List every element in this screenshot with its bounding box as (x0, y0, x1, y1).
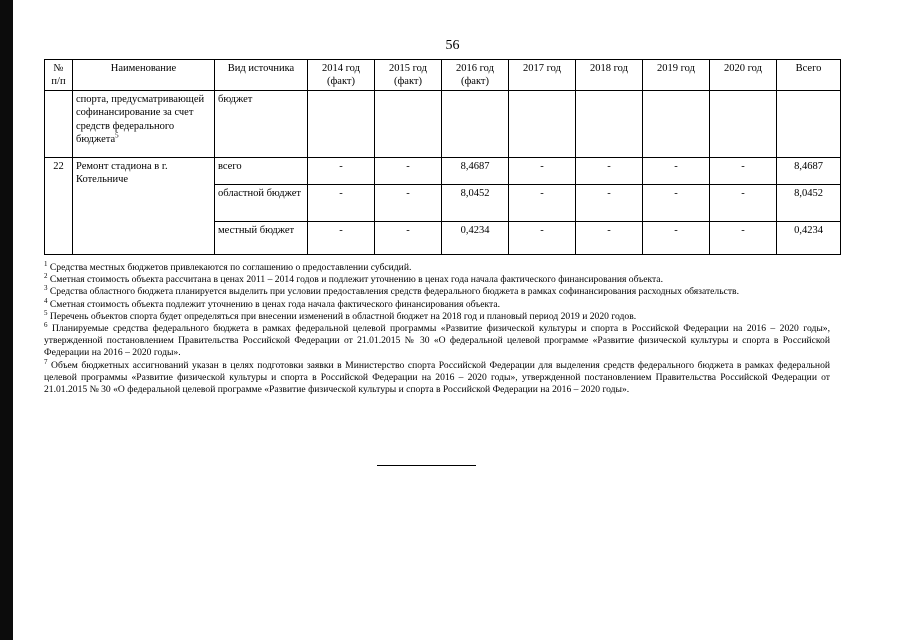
footnote-text: Сметная стоимость объекта рассчитана в ценах 2011 – 2014 годов и подлежит уточнению в ценах года начала фактического финансирования объекта. (49, 274, 663, 286)
footnote-text: Сметная стоимость объекта подлежит уточнению в ценах года начала фактического финансирования объекта. (49, 298, 500, 310)
cell-2017: - (509, 185, 576, 222)
cell-source: местный бюджет (215, 222, 308, 255)
cell-2014: - (308, 185, 375, 222)
table-row (45, 91, 841, 158)
footnote-ref: 5 (115, 131, 119, 140)
cell-2016: 8,4687 (442, 158, 509, 185)
page-number: 56 (445, 38, 460, 53)
cell-2019: - (643, 222, 710, 255)
header-2016: 2016 год (факт) (442, 60, 509, 91)
footnote-text: Объем бюджетных ассигнований указан в целях подготовки заявки в Министерство спорта Российской Федерации для выделения средств федерального бюджета в рамках федеральной целевой программы «Развитие физической культуры и спорта в Российской Федерации на 2016 – 2020 годы», утвержденной постановлением Правительства Российской Федерации от 21.01.2015 № 30 «О федеральной целевой программе «Развитие физической культуры и спорта в Российской Федерации на 2016 – 2020 годы». (44, 359, 830, 396)
cell-2020: - (710, 222, 777, 255)
cell-source: всего (215, 158, 308, 185)
footnote-7 (44, 357, 830, 397)
cell-name (73, 91, 215, 158)
cell-empty (777, 91, 841, 158)
header-source: Вид источника (215, 60, 308, 91)
footnote-text: Средства областного бюджета планируется выделить при условии предоставления средств федерального бюджета в рамках софинансирования расходных обязательств. (49, 286, 739, 298)
cell-2014: - (308, 158, 375, 185)
cell-2017: - (509, 158, 576, 185)
cell-2014: - (308, 222, 375, 255)
cell-2015: - (375, 222, 442, 255)
footnote-text: Перечень объектов спорта будет определяться при внесении изменений в областной бюджет на 2018 год и плановый период 2019 и 2020 годов. (49, 310, 637, 322)
header-2020: 2020 год (710, 60, 777, 91)
footnotes (44, 259, 830, 396)
footnote-5 (44, 308, 830, 323)
header-2017: 2017 год (509, 60, 576, 91)
footnote-text: Средства местных бюджетов привлекаются по соглашению о предоставлении субсидий. (49, 262, 412, 273)
header-name: Наименование (73, 60, 215, 91)
cell-empty (509, 91, 576, 158)
cell-source: бюджет (215, 91, 308, 158)
header-2018: 2018 год (576, 60, 643, 91)
cell-2017: - (509, 222, 576, 255)
header-number: № п/п (45, 60, 73, 91)
footnote-mark: 5 (44, 308, 48, 317)
budget-table (44, 59, 841, 255)
cell-total: 8,4687 (777, 158, 841, 185)
cell-empty (710, 91, 777, 158)
footnote-mark: 1 (44, 259, 48, 268)
cell-2018: - (576, 185, 643, 222)
continuation-name: спорта, предусматривающей софинансирование за счет средств федерального бюджета (76, 94, 205, 145)
cell-empty (308, 91, 375, 158)
footnote-1 (44, 259, 830, 274)
footnote-mark: 6 (44, 320, 48, 329)
header-2019: 2019 год (643, 60, 710, 91)
cell-2020: - (710, 158, 777, 185)
cell-number: 22 (45, 158, 73, 255)
cell-total: 0,4234 (777, 222, 841, 255)
cell-empty (643, 91, 710, 158)
closing-rule (377, 465, 476, 466)
footnote-mark: 7 (44, 357, 48, 366)
cell-2019: - (643, 158, 710, 185)
footnote-3 (44, 286, 830, 298)
cell-2015: - (375, 158, 442, 185)
header-2014: 2014 год (факт) (308, 60, 375, 91)
footnote-mark: 4 (44, 296, 48, 305)
footnote-mark: 3 (44, 284, 48, 293)
footnote-text: Планируемые средства федерального бюджета в рамках федеральной целевой программы «Развитие физической культуры и спорта в Российской Федерации на 2016 – 2020 годы», утвержденной постановлением Правительства Российской Федерации от 21.01.2015 № 30 «О федеральной целевой программе «Развитие физической культуры и спорта в Российской Федерации на 2016 – 2020 годы». (44, 323, 830, 359)
footnote-mark: 2 (44, 272, 48, 281)
header-2015: 2015 год (факт) (375, 60, 442, 91)
footnote-6 (44, 320, 830, 360)
table-row (45, 158, 841, 185)
binding-edge (0, 0, 13, 640)
header-total: Всего (777, 60, 841, 91)
footnote-4 (44, 296, 830, 311)
cell-number (45, 91, 73, 158)
cell-2016: 0,4234 (442, 222, 509, 255)
cell-2018: - (576, 222, 643, 255)
cell-2018: - (576, 158, 643, 185)
footnote-2 (44, 274, 830, 286)
cell-empty (375, 91, 442, 158)
cell-total: 8,0452 (777, 185, 841, 222)
cell-2015: - (375, 185, 442, 222)
cell-2020: - (710, 185, 777, 222)
cell-empty (442, 91, 509, 158)
cell-name: Ремонт стадиона в г. Котельниче (73, 158, 215, 255)
cell-2016: 8,0452 (442, 185, 509, 222)
cell-source: областной бюджет (215, 185, 308, 222)
table-header-row (45, 60, 841, 91)
cell-empty (576, 91, 643, 158)
cell-2019: - (643, 185, 710, 222)
